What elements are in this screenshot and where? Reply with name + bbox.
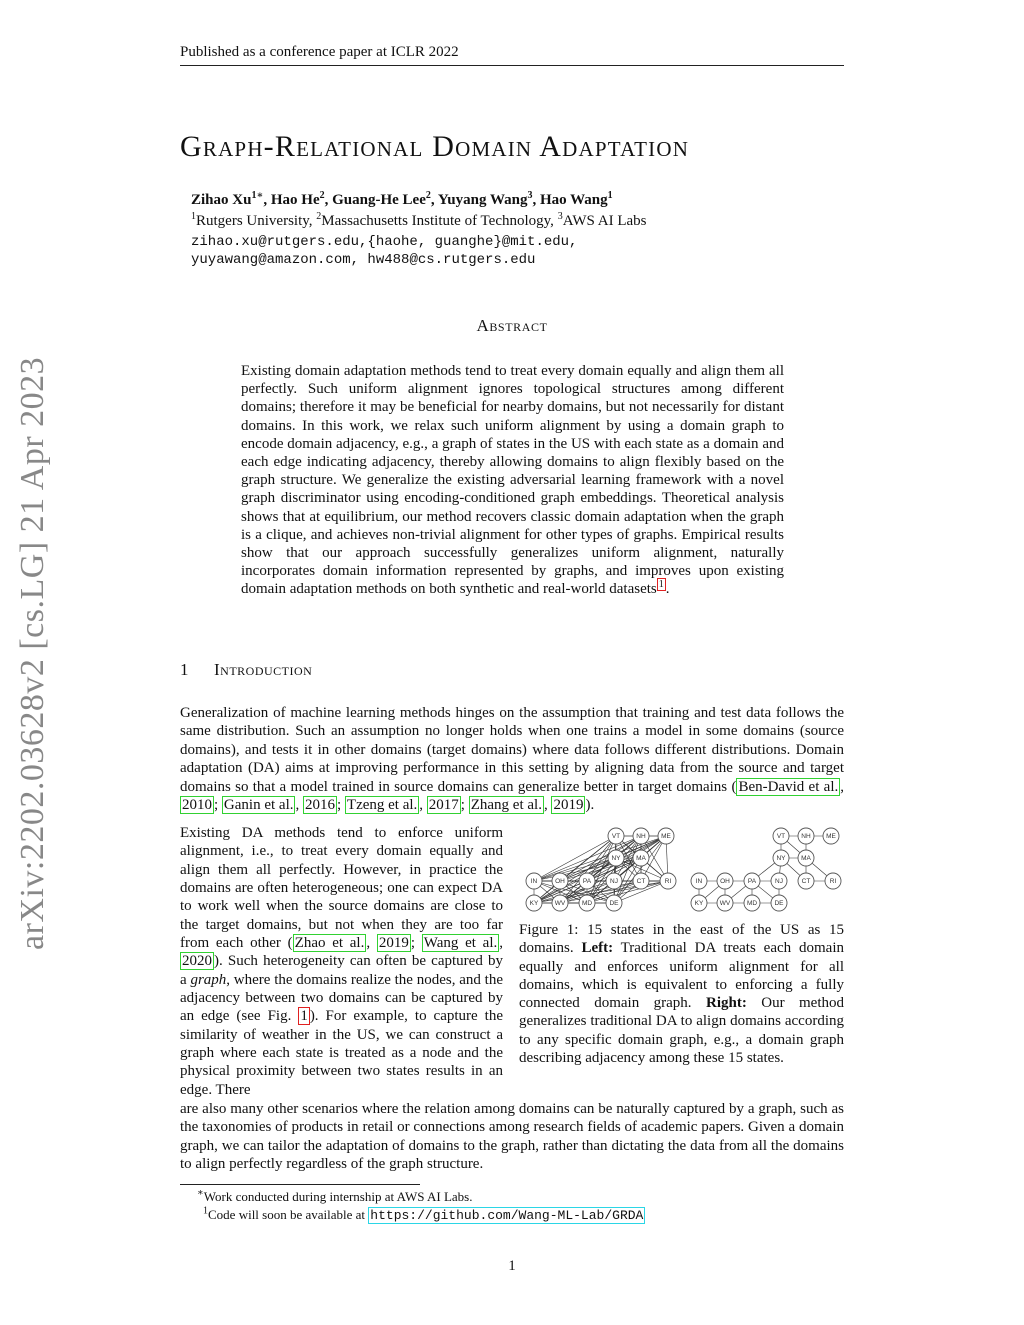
- right-graph-edges: [699, 836, 833, 903]
- arxiv-identifier: arXiv:2202.03628v2 [cs.LG] 21 Apr 2023: [14, 356, 51, 950]
- svg-text:DE: DE: [774, 900, 784, 907]
- emphasis: graph: [190, 971, 227, 988]
- author-name: Zihao Xu: [191, 192, 252, 208]
- right-graph-node-nh: [798, 828, 814, 844]
- citation-link[interactable]: 2019: [378, 935, 409, 952]
- email: yuyawang@amazon.com,: [191, 252, 360, 268]
- author-name: , Guang-He Lee: [324, 192, 426, 208]
- footnote-rule: [180, 1184, 420, 1185]
- section-title: Introduction: [214, 660, 313, 679]
- intro-paragraph-1: Generalization of machine learning methods hinges on the assumption that training and test data follows the same distribution. Such an assumption no longer holds when one trains a model in some domains (source domains), and tests it in other domains (target domains) where data follows different distributions. Domain adaptation (DA) aims at improving performance in this setting by aligning data from the source and target domains so that a model trained in source domains can generalize better in target domains ( Ben-David et al. , 2010 ; Ganin et al. , 2016 ; Tzeng et al. , 2017 ; Zhang et al. , 2019 ).: [180, 705, 844, 814]
- abstract-text: Existing domain adaptation methods tend to treat every domain equally and align them all perfectly. Such uniform alignment ignores topological structures among different domains; therefore it may be beneficial for nearby domains, but not necessarily for distant domains. In this work, we relax such uniform alignment by using a domain graph to encode domain adjacency, e.g., a graph of states in the US with each state as a domain and each edge indicating adjacency, thereby allowing domains to align flexibly based on the graph structure. We generalize the existing adversarial learning framework with a novel graph discriminator using encoding-conditioned graph embeddings. Theoretical analysis shows that at equilibrium, our method recovers classic domain adaptation when the graph is a clique, and achieves non-trivial alignment for other types of graphs. Empirical results show that our approach successfully generalizes uniform alignment, naturally incorporates domain information represented by graphs, and improves upon existing domain adaptation methods on both synthetic and real-world datasets: [241, 363, 784, 598]
- footnote-1: [197, 1189, 473, 1205]
- left-graph-node-nj: [606, 873, 622, 889]
- svg-text:ME: ME: [661, 833, 671, 840]
- intro-paragraph-continued: are also many other scenarios where the relation among domains can be naturally captured by a graph, such as the taxonomies of products in retail or connections among research fields of academic papers. Given a domain graph, we can tailor the adaptation of domains to the graph, rather than dictating the data from all the domains to align perfectly regardless of the graph structure.: [180, 1101, 844, 1173]
- section-number: 1: [180, 660, 189, 679]
- footnote-2: [203, 1207, 645, 1223]
- svg-text:PA: PA: [582, 878, 592, 885]
- footnote-link[interactable]: 1: [658, 579, 664, 591]
- right-graph-node-ny: [773, 850, 789, 866]
- author-affil-mark: 2: [319, 190, 325, 201]
- abstract-end: .: [665, 581, 670, 598]
- affiliations: [191, 213, 646, 230]
- footnote-text: Work conducted during internship at AWS AI Labs.: [203, 1189, 473, 1204]
- intro-paragraph-2: Existing DA methods tend to enforce uniform alignment, i.e., to treat every domain equally and align them all perfectly. However, in practice the domains are often heterogeneous; one can expect DA to work well when the source domains are close to the target domains, but not when they are too far from each other ( Zhao et al. , 2019 ; Wang et al. , 2020 ). Such heterogeneity can often be captured by a graph, where the domains realize the nodes, and the adjacency between two domains can be captured by an edge (see Fig. 1 ). For example, to capture the similarity of weather in the US, we can construct a graph where each state is treated as a node and the physical proximity between two states results in an edge. There: [180, 825, 504, 1098]
- svg-text:WV: WV: [719, 900, 731, 907]
- left-graph-node-ri: [660, 873, 676, 889]
- left-graph-edges: [534, 836, 668, 903]
- svg-text:IN: IN: [695, 878, 703, 885]
- citation-link[interactable]: 2010: [182, 797, 212, 814]
- right-graph-node-de: [771, 895, 787, 911]
- caption-text: Our method generalizes traditional DA to align domains according to any specific domain graph, e.g., a domain graph describing adjacency among these 15 states.: [519, 995, 844, 1067]
- email: hw488@cs.rutgers.edu: [359, 252, 536, 268]
- footnote-mark: 1: [203, 1205, 208, 1217]
- left-graph-node-nh: [633, 828, 649, 844]
- svg-text:NH: NH: [636, 833, 646, 840]
- svg-text:DE: DE: [609, 900, 619, 907]
- footnote-mark: ∗: [197, 1187, 204, 1199]
- citation-link[interactable]: Ganin et al.: [223, 797, 294, 814]
- left-graph-node-md: [579, 895, 595, 911]
- affil-mark: 2: [316, 211, 322, 222]
- right-graph-node-me: [823, 828, 839, 844]
- right-graph-nodes: [691, 828, 841, 911]
- author-list: [191, 192, 613, 209]
- author-name: , Yuyang Wang: [430, 192, 528, 208]
- svg-text:VT: VT: [611, 833, 621, 840]
- svg-text:KY: KY: [529, 900, 539, 907]
- figure-1-caption: [519, 921, 844, 1067]
- svg-text:MD: MD: [581, 900, 593, 907]
- header-rule: [180, 65, 844, 66]
- svg-text:IN: IN: [530, 878, 538, 885]
- right-graph-node-ky: [691, 895, 707, 911]
- paragraph-text: , where the domains realize the nodes, and the adjacency between two domains can be captured by an edge (see Fig.: [180, 971, 503, 1025]
- caption-text: Traditional DA treats each domain equally and enforces uniform alignment for all domains, which is equivalent to enforcing a fully connected domain graph.: [519, 940, 844, 1012]
- affil-name: Massachusetts Institute of Technology,: [321, 213, 558, 229]
- code-url-link[interactable]: https://github.com/Wang-ML-Lab/GRDA: [370, 1208, 644, 1223]
- svg-text:VT: VT: [776, 833, 786, 840]
- svg-text:MD: MD: [746, 900, 758, 907]
- svg-text:NJ: NJ: [775, 878, 783, 885]
- svg-text:ME: ME: [826, 833, 836, 840]
- abstract-heading: Abstract: [476, 316, 548, 335]
- author-emails-line2: [191, 252, 535, 268]
- left-graph-node-wv: [552, 895, 568, 911]
- author-affil-mark: 1: [607, 190, 613, 201]
- right-graph-node-in: [691, 873, 707, 889]
- left-graph-edge: [534, 836, 616, 881]
- affil-mark: 1: [191, 211, 196, 222]
- left-graph-node-oh: [552, 873, 568, 889]
- left-graph-node-pa: [579, 873, 595, 889]
- left-graph-node-me: [658, 828, 674, 844]
- figure-1-graphs: [520, 824, 846, 916]
- right-graph-node-ri: [825, 873, 841, 889]
- left-graph-node-ma: [633, 850, 649, 866]
- figure-link[interactable]: 1: [300, 1008, 308, 1025]
- citation-link[interactable]: Ben-David et al.: [738, 778, 839, 795]
- abstract-body: [241, 362, 784, 599]
- paragraph-text: ). Such heterogeneity can often be captured by a: [180, 953, 503, 988]
- svg-text:RI: RI: [664, 878, 672, 885]
- svg-text:PA: PA: [747, 878, 757, 885]
- author-affil-mark: 1∗: [251, 190, 264, 201]
- right-graph-node-oh: [717, 873, 733, 889]
- author-emails-line1: zihao.xu@rutgers.edu,{haohe, guanghe}@mit.edu,: [191, 234, 578, 250]
- citation-link[interactable]: Tzeng et al.: [346, 797, 418, 814]
- citation-link[interactable]: Zhao et al.: [294, 935, 365, 952]
- paper-title: Graph-Relational Domain Adaptation: [180, 130, 690, 163]
- svg-text:WV: WV: [554, 900, 566, 907]
- author-name: , Hao Wang: [532, 192, 608, 208]
- left-graph-node-vt: [608, 828, 624, 844]
- citation-link[interactable]: Wang et al.: [423, 935, 498, 952]
- right-graph-node-ma: [798, 850, 814, 866]
- svg-text:NJ: NJ: [610, 878, 618, 885]
- left-graph-node-de: [606, 895, 622, 911]
- citation-link[interactable]: Zhang et al.: [470, 797, 542, 814]
- paragraph-text: Generalization of machine learning methods hinges on the assumption that training and test data follows the same distribution. Such an assumption no longer holds when one trains a model in some domains (source domains), and tests it in other domains (target domains) where data follows different distributions. Domain adaptation (DA) aims at improving performance in this setting by aligning data from the source and target domains so that a model trained in source domains can generalize better in target domains: [180, 705, 844, 795]
- svg-text:NY: NY: [611, 855, 621, 862]
- svg-text:NY: NY: [776, 855, 786, 862]
- footnote-text: Code will soon be available at: [208, 1207, 369, 1222]
- author-name: , Hao He: [263, 192, 320, 208]
- left-graph-node-ky: [526, 895, 542, 911]
- right-graph-node-md: [744, 895, 760, 911]
- citation-link[interactable]: 2020: [182, 953, 212, 970]
- left-graph-node-ny: [608, 850, 624, 866]
- svg-text:KY: KY: [694, 900, 704, 907]
- svg-text:CT: CT: [636, 878, 646, 885]
- svg-text:OH: OH: [555, 878, 565, 885]
- affil-name: Rutgers University,: [196, 213, 317, 229]
- author-affil-mark: 3: [527, 190, 533, 201]
- svg-text:NH: NH: [801, 833, 811, 840]
- caption-text: Figure 1: 15 states in the east of the US as 15 domains.: [519, 922, 844, 957]
- author-affil-mark: 2: [425, 190, 431, 201]
- paragraph-text: Existing DA methods tend to enforce uniform alignment, i.e., to treat every domain equally and align them all perfectly. However, in practice the domains are often heterogeneous; one can expect DA to work well when the source domains are close to the target domains, but not when they are too far from each other (: [180, 825, 503, 952]
- right-graph-node-nj: [771, 873, 787, 889]
- left-graph-node-in: [526, 873, 542, 889]
- caption-bold: Left:: [581, 940, 614, 957]
- affil-mark: 3: [557, 211, 563, 222]
- svg-text:OH: OH: [720, 878, 730, 885]
- left-graph-edge: [587, 836, 666, 881]
- svg-text:CT: CT: [801, 878, 811, 885]
- right-graph-node-wv: [717, 895, 733, 911]
- running-header: Published as a conference paper at ICLR 2022: [180, 44, 459, 60]
- citation-link[interactable]: 2019: [553, 797, 584, 814]
- caption-bold: Right:: [705, 995, 747, 1012]
- svg-text:MA: MA: [636, 855, 646, 862]
- left-graph-node-ct: [633, 873, 649, 889]
- citation-link[interactable]: 2016: [304, 797, 335, 814]
- citation-link[interactable]: 2017: [428, 797, 459, 814]
- svg-text:RI: RI: [829, 878, 837, 885]
- right-graph-node-pa: [744, 873, 760, 889]
- paragraph-text: ). For example, to capture the similarity of weather in the US, we can construct a graph where each state is treated as a node and the physical proximity between two states results in an edge. There: [180, 1008, 503, 1098]
- affil-name: AWS AI Labs: [562, 213, 647, 229]
- svg-text:MA: MA: [801, 855, 811, 862]
- page-number: 1: [508, 1258, 516, 1274]
- section-heading-introduction: [180, 660, 312, 680]
- right-graph-node-ct: [798, 873, 814, 889]
- right-graph-node-vt: [773, 828, 789, 844]
